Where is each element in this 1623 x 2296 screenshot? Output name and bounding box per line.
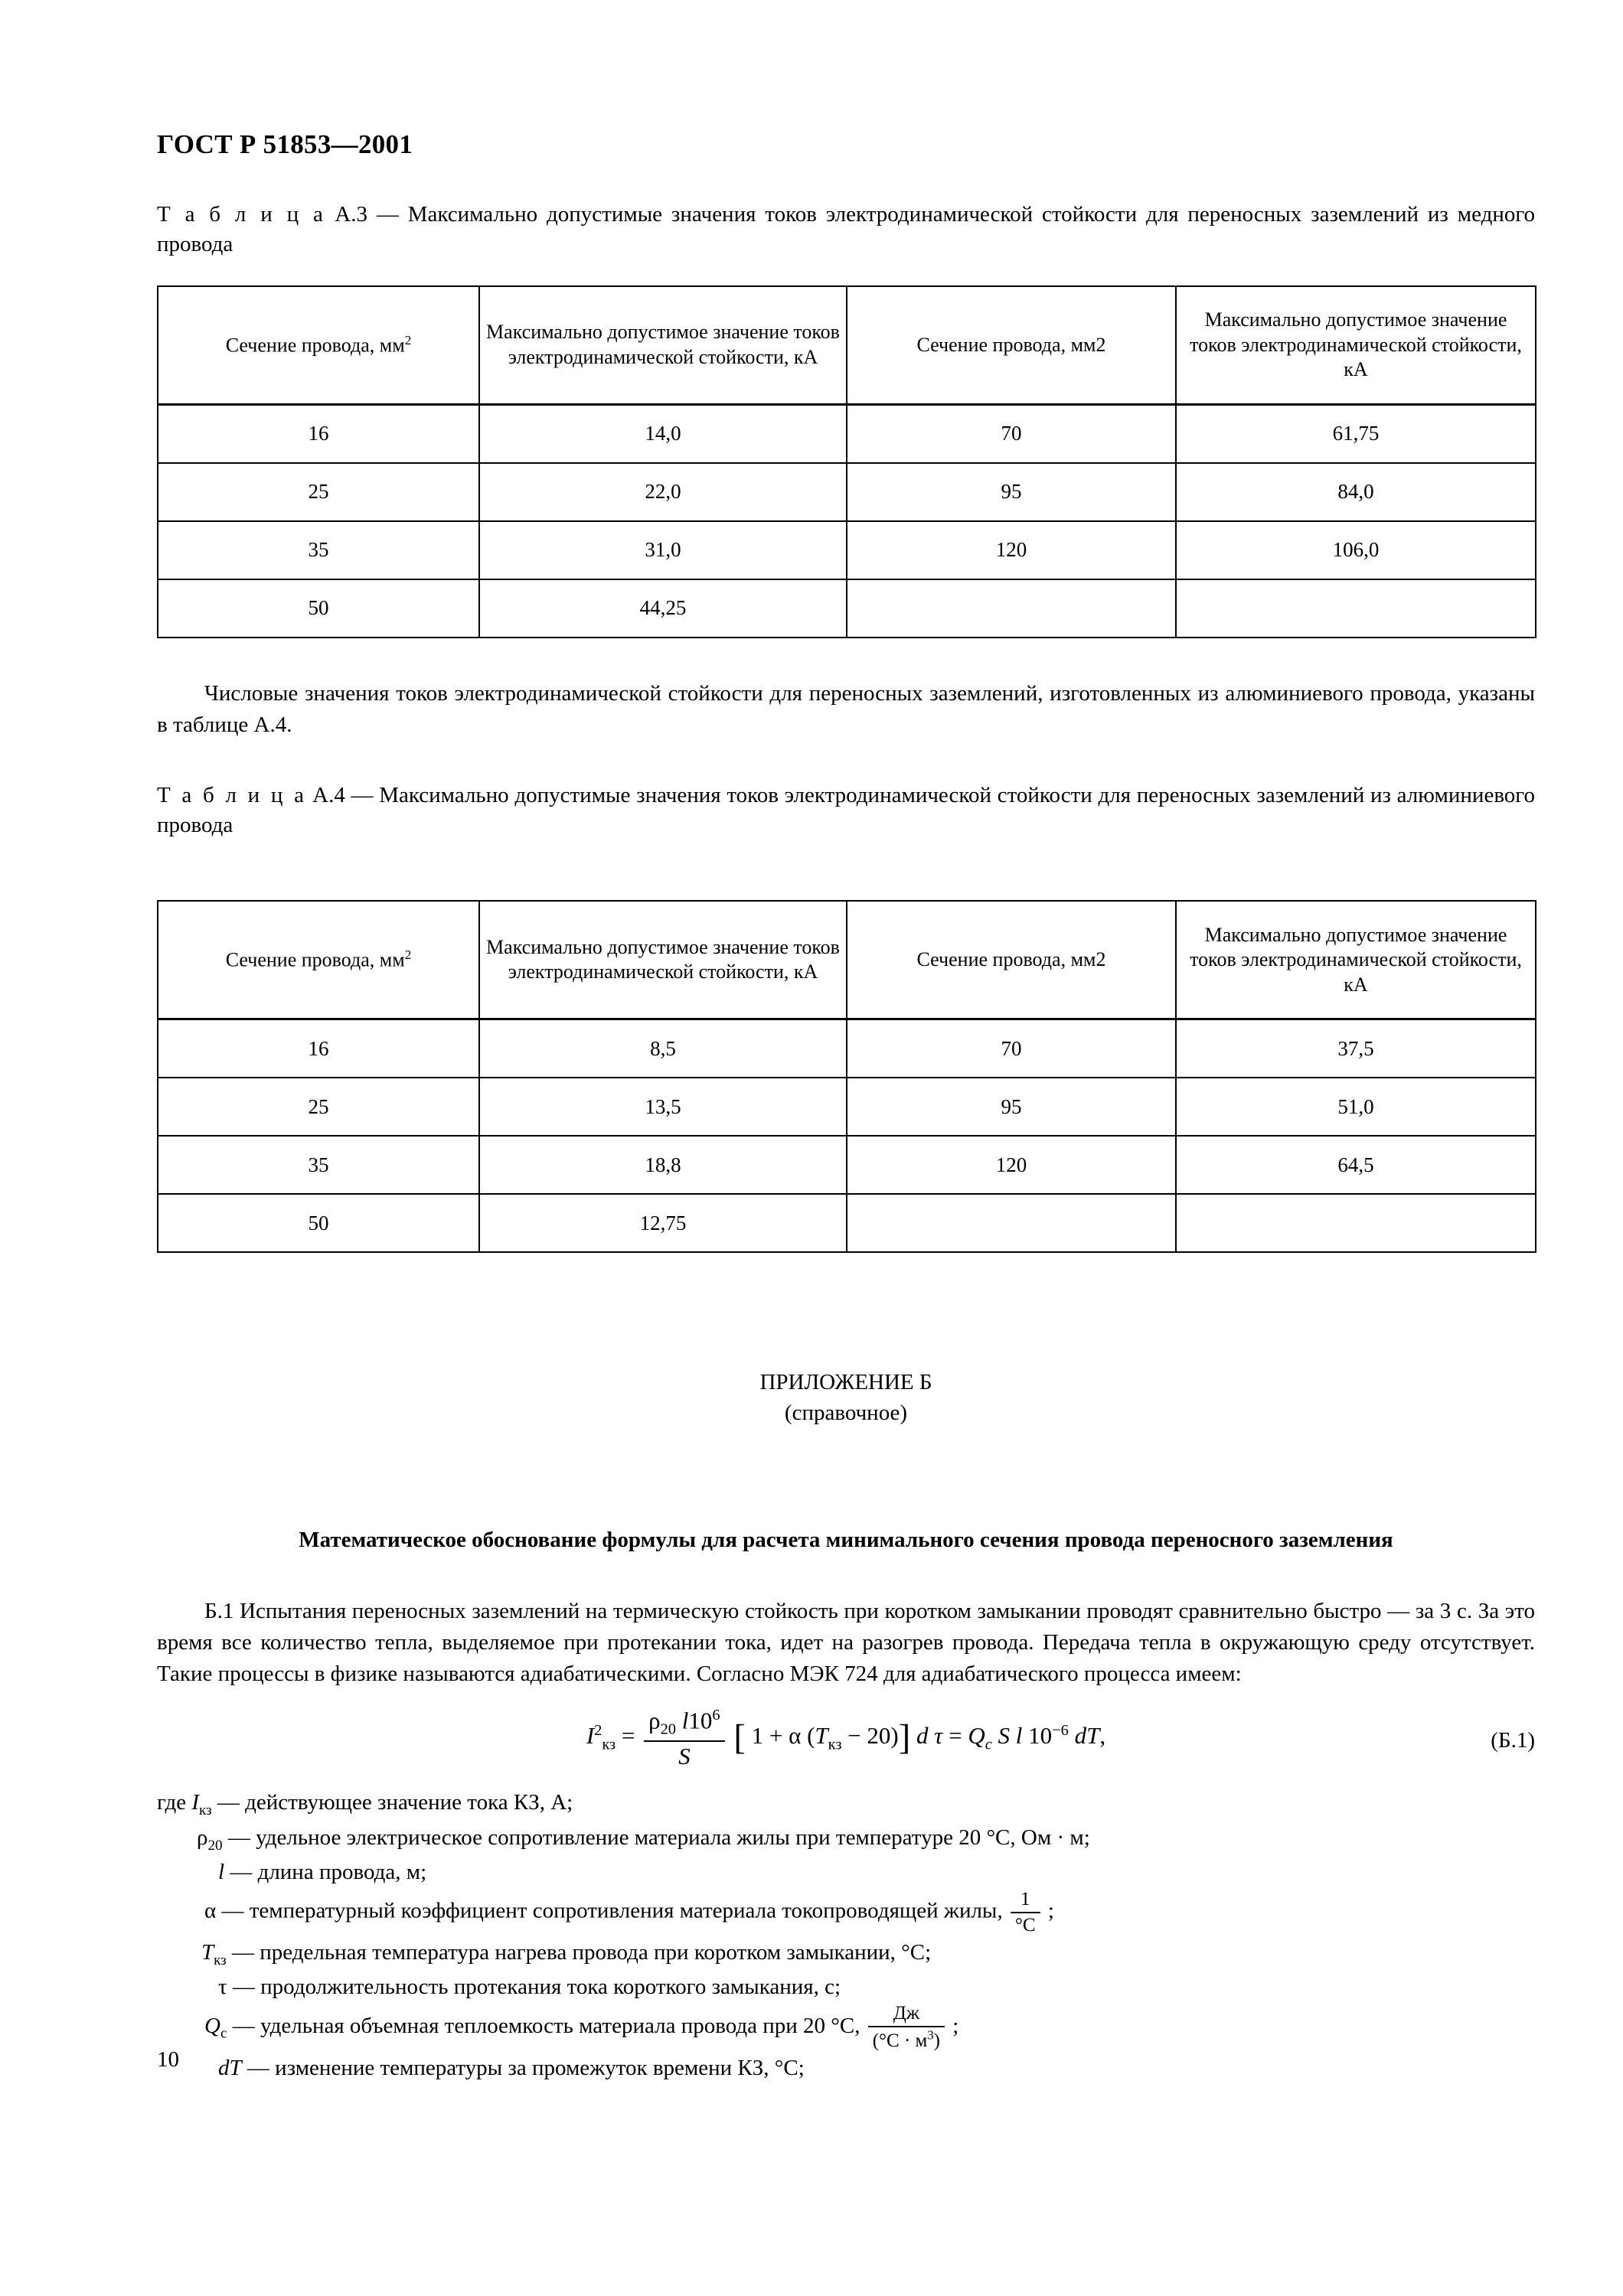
definition-text: действующее значение тока КЗ, А; xyxy=(245,1790,573,1815)
table-a3-r2-c1: 35 xyxy=(158,521,479,579)
document-header: ГОСТ Р 51853—2001 xyxy=(157,129,413,159)
formula-fraction xyxy=(644,1707,725,1769)
table-a3-r3-c1: 50 xyxy=(158,579,479,638)
table-a4-r1-c2: 13,5 xyxy=(479,1078,847,1136)
formula-one-plus: 1 + xyxy=(751,1722,783,1750)
table-a4-caption-number: А.4 xyxy=(312,783,345,808)
table-a4-caption xyxy=(157,781,1535,840)
definition-dash: — xyxy=(230,1860,253,1885)
table-a3-header-col2: Максимально допустимое значение токов электродинамической стойкости, кА xyxy=(479,286,847,405)
formula-S: S xyxy=(998,1722,1011,1750)
table-a4-header-col2: Максимально допустимое значение токов электродинамической стойкости, кА xyxy=(479,901,847,1019)
definition-symbol-T-subscript: кз xyxy=(214,1952,227,1968)
table-a4-caption-dash: — xyxy=(351,783,374,808)
table-a4-r3-c1: 50 xyxy=(158,1194,479,1252)
formula-rho-subscript: 20 xyxy=(660,1720,677,1738)
page-number: 10 xyxy=(157,2047,179,2072)
formula-Q: Q xyxy=(968,1722,985,1750)
definition-tail: ; xyxy=(952,2013,959,2038)
section-b1-text: Испытания переносных заземлений на термическую стойкость при коротком замыкании проводят сравнительно быстро — за 3 с. За это время все количество тепла, выделяемое при протекании тока, идет на разогрев провода. Передача тепла в окружающую среду отсутствует. Такие процессы в физике называются адиабатическими. Согласно МЭК 724 для адиабатического процесса имеем: xyxy=(157,1598,1536,1687)
definition-item xyxy=(157,1786,1535,1821)
table-a4-r0-c1: 16 xyxy=(158,1019,479,1078)
definition-text: предельная температура нагрева провода при коротком замыкании, °С; xyxy=(260,1939,932,1965)
definition-text: удельная объемная теплоемкость материала провода при 20 °С, xyxy=(260,2013,860,2038)
table-a4-r2-c4: 64,5 xyxy=(1176,1136,1536,1194)
table-a4-r0-c2: 8,5 xyxy=(479,1019,847,1078)
table-a3-r2-c3: 120 xyxy=(847,521,1176,579)
definition-unit-fraction xyxy=(1011,1889,1040,1936)
table-a4-header-row xyxy=(158,901,1536,1019)
formula-d-tau: d τ xyxy=(916,1722,943,1750)
appendix-subtitle: (справочное) xyxy=(784,1400,908,1425)
definition-item xyxy=(157,2003,1535,2052)
table-a4-r3-c2: 12,75 xyxy=(479,1194,847,1252)
table-a4 xyxy=(157,900,1536,1253)
table-a3-r3-c3 xyxy=(847,579,1176,638)
definition-item xyxy=(157,1821,1535,1857)
formula-lhs-subscript: кз xyxy=(602,1736,616,1753)
table-a3-header-col1-text: Сечение провода, мм xyxy=(225,334,405,357)
formula-T: T xyxy=(815,1722,828,1750)
table-a3-r1-c4: 84,0 xyxy=(1176,463,1536,521)
table-row xyxy=(158,463,1536,521)
table-a3-r2-c4: 106,0 xyxy=(1176,521,1536,579)
table-a3-header-col4: Максимально допустимое значение токов электродинамической стойкости, кА xyxy=(1176,286,1536,405)
table-row xyxy=(158,404,1536,463)
table-a4-header-col1-text: Сечение провода, мм xyxy=(225,948,405,971)
definition-symbol-dT: dT xyxy=(218,2056,242,2081)
table-a4-header-col1-superscript: 2 xyxy=(404,947,412,963)
definition-dash: — xyxy=(217,1790,240,1815)
formula-alpha: α xyxy=(789,1722,802,1750)
definition-symbol-tau: τ xyxy=(218,1975,227,2000)
table-a3-caption-number: А.3 xyxy=(335,201,367,227)
definition-text: длина провода, м; xyxy=(257,1860,427,1885)
table-row xyxy=(158,521,1536,579)
definition-item xyxy=(157,1936,1535,1971)
formula-bracket-open: [ xyxy=(733,1718,746,1758)
table-a3-caption-text: Максимально допустимые значения токов электродинамической стойкости для переносных заземлений из медного провода xyxy=(157,201,1536,256)
definition-unit-denominator: °С xyxy=(1014,1914,1036,1936)
table-row xyxy=(158,1136,1536,1194)
middle-paragraph: Числовые значения токов электродинамической стойкости для переносных заземлений, изготовленных из алюминиевого провода, указаны в таблице А.4. xyxy=(157,680,1535,737)
formula-equals-1: = xyxy=(621,1722,635,1750)
formula-dT: dT xyxy=(1074,1722,1100,1750)
table-row xyxy=(158,579,1536,638)
formula-lhs-I: I xyxy=(586,1722,595,1750)
table-a4-header-col4: Максимально допустимое значение токов электродинамической стойкости, кА xyxy=(1176,901,1536,1019)
table-row xyxy=(158,1019,1536,1078)
table-a3-header-row xyxy=(158,286,1536,405)
table-a3-r3-c2: 44,25 xyxy=(479,579,847,638)
formula-lhs-exponent: 2 xyxy=(594,1722,603,1740)
definition-item xyxy=(157,1971,1535,2003)
table-a3-header-col1-superscript: 2 xyxy=(404,332,412,347)
table-a3-caption-dash: — xyxy=(376,201,399,227)
formula-fraction-denominator: S xyxy=(678,1742,691,1769)
formula-ten-2-exponent: −6 xyxy=(1052,1722,1069,1740)
table-a4-r2-c1: 35 xyxy=(158,1136,479,1194)
table-a4-r0-c4: 37,5 xyxy=(1176,1019,1536,1078)
formula-fraction-numerator xyxy=(644,1707,725,1741)
table-a4-r2-c3: 120 xyxy=(847,1136,1176,1194)
table-a3-r1-c1: 25 xyxy=(158,463,479,521)
definition-dash: — xyxy=(232,2013,255,2038)
definition-text: температурный коэффициент сопротивления материала токопроводящей жилы, xyxy=(249,1898,1003,1923)
table-a3-caption xyxy=(157,200,1535,259)
table-a4-r3-c4 xyxy=(1176,1194,1536,1252)
definition-unit-fraction xyxy=(868,2003,945,2052)
table-a4-r1-c4: 51,0 xyxy=(1176,1078,1536,1136)
appendix-title: ПРИЛОЖЕНИЕ Б xyxy=(759,1370,932,1395)
definition-unit-numerator: 1 xyxy=(1011,1889,1040,1913)
definitions-intro: где xyxy=(157,1790,187,1815)
formula-Q-subscript: c xyxy=(985,1736,992,1753)
formula-equals-2: = xyxy=(949,1722,962,1750)
definition-unit-numerator: Дж xyxy=(868,2003,945,2027)
formula-rho: ρ xyxy=(648,1707,661,1734)
table-a3-r0-c2: 14,0 xyxy=(479,404,847,463)
definition-dash: — xyxy=(247,2056,269,2081)
definition-item xyxy=(157,1856,1535,1888)
formula-paren-open: ( xyxy=(807,1722,815,1750)
formula-comma: , xyxy=(1099,1722,1106,1750)
definition-symbol-Q: Q xyxy=(204,2013,220,2038)
table-a4-r1-c1: 25 xyxy=(158,1078,479,1136)
formula-bracket-close: ] xyxy=(898,1718,911,1758)
definition-item xyxy=(157,1889,1535,1936)
table-a4-header-col1 xyxy=(158,901,479,1019)
definition-dash: — xyxy=(227,1825,250,1850)
formula-l: l xyxy=(1015,1722,1023,1750)
section-b1-paragraph xyxy=(157,1596,1535,1691)
formula-b1 xyxy=(157,1707,1535,1769)
table-row xyxy=(158,1078,1536,1136)
table-a4-caption-text: Максимально допустимые значения токов электродинамической стойкости для переносных заземлений из алюминиевого провода xyxy=(157,783,1535,838)
definition-dash: — xyxy=(232,1939,254,1965)
definition-symbol-T: T xyxy=(201,1939,214,1965)
definition-symbol-Q-subscript: с xyxy=(220,2025,227,2042)
definition-dash: — xyxy=(232,1975,255,2000)
formula-length-l: l xyxy=(681,1707,689,1734)
definition-symbol-l: l xyxy=(218,1860,225,1885)
definition-dash: — xyxy=(221,1898,244,1923)
table-row xyxy=(158,1194,1536,1252)
definition-symbol-rho: ρ xyxy=(197,1825,208,1850)
formula-ten-2: 10 xyxy=(1028,1722,1053,1750)
table-a4-r0-c3: 70 xyxy=(847,1019,1176,1078)
table-a4-header-col3: Сечение провода, мм2 xyxy=(847,901,1176,1019)
formula-b1-number: (Б.1) xyxy=(1491,1728,1535,1753)
page-content xyxy=(157,130,1535,2085)
formula-b1-row xyxy=(157,1707,1535,1769)
definition-unit-denominator-text: $(^\circ С \cdot м^3)$ xyxy=(872,2028,940,2052)
definition-text: продолжительность протекания тока короткого замыкания, с; xyxy=(260,1975,841,2000)
section-b1-number: Б.1 xyxy=(204,1598,234,1623)
formula-ten: 10 xyxy=(688,1707,713,1734)
definition-text: удельное электрическое сопротивление материала жилы при температуре 20 °С, Ом · м; xyxy=(256,1825,1090,1850)
definition-symbol-I-subscript: кз xyxy=(199,1802,212,1819)
appendix-heading: Математическое обоснование формулы для расчета минимального сечения провода переносного заземления xyxy=(299,1527,1393,1552)
table-a4-caption-label: Т а б л и ц а xyxy=(157,783,307,808)
table-a3-r0-c1: 16 xyxy=(158,404,479,463)
definition-symbol-rho-subscript: 20 xyxy=(207,1837,223,1854)
definition-text: изменение температуры за промежуток времени КЗ, °С; xyxy=(275,2056,805,2081)
table-a3-header-col1 xyxy=(158,286,479,405)
formula-ten-exponent: 6 xyxy=(712,1707,720,1724)
formula-paren-close: ) xyxy=(890,1722,899,1750)
definition-item xyxy=(157,2052,1535,2084)
table-a3-r1-c2: 22,0 xyxy=(479,463,847,521)
table-a4-r1-c3: 95 xyxy=(847,1078,1176,1136)
table-a4-r2-c2: 18,8 xyxy=(479,1136,847,1194)
definitions-list xyxy=(157,1786,1535,2084)
table-a3-r0-c3: 70 xyxy=(847,404,1176,463)
definition-tail: ; xyxy=(1047,1898,1054,1923)
table-a3 xyxy=(157,285,1536,638)
table-a3-r3-c4 xyxy=(1176,579,1536,638)
table-a3-caption-label: Т а б л и ц а xyxy=(157,201,326,227)
formula-T-subscript: кз xyxy=(828,1736,842,1753)
definition-symbol-I: I xyxy=(191,1790,199,1815)
table-a3-r1-c3: 95 xyxy=(847,463,1176,521)
table-a3-r2-c2: 31,0 xyxy=(479,521,847,579)
table-a4-r3-c3 xyxy=(847,1194,1176,1252)
table-a3-header-col3: Сечение провода, мм2 xyxy=(847,286,1176,405)
table-a3-r0-c4: 61,75 xyxy=(1176,404,1536,463)
definition-symbol-alpha: α xyxy=(204,1898,217,1923)
formula-minus-20: − 20 xyxy=(847,1722,891,1750)
definition-unit-denominator xyxy=(868,2027,945,2052)
